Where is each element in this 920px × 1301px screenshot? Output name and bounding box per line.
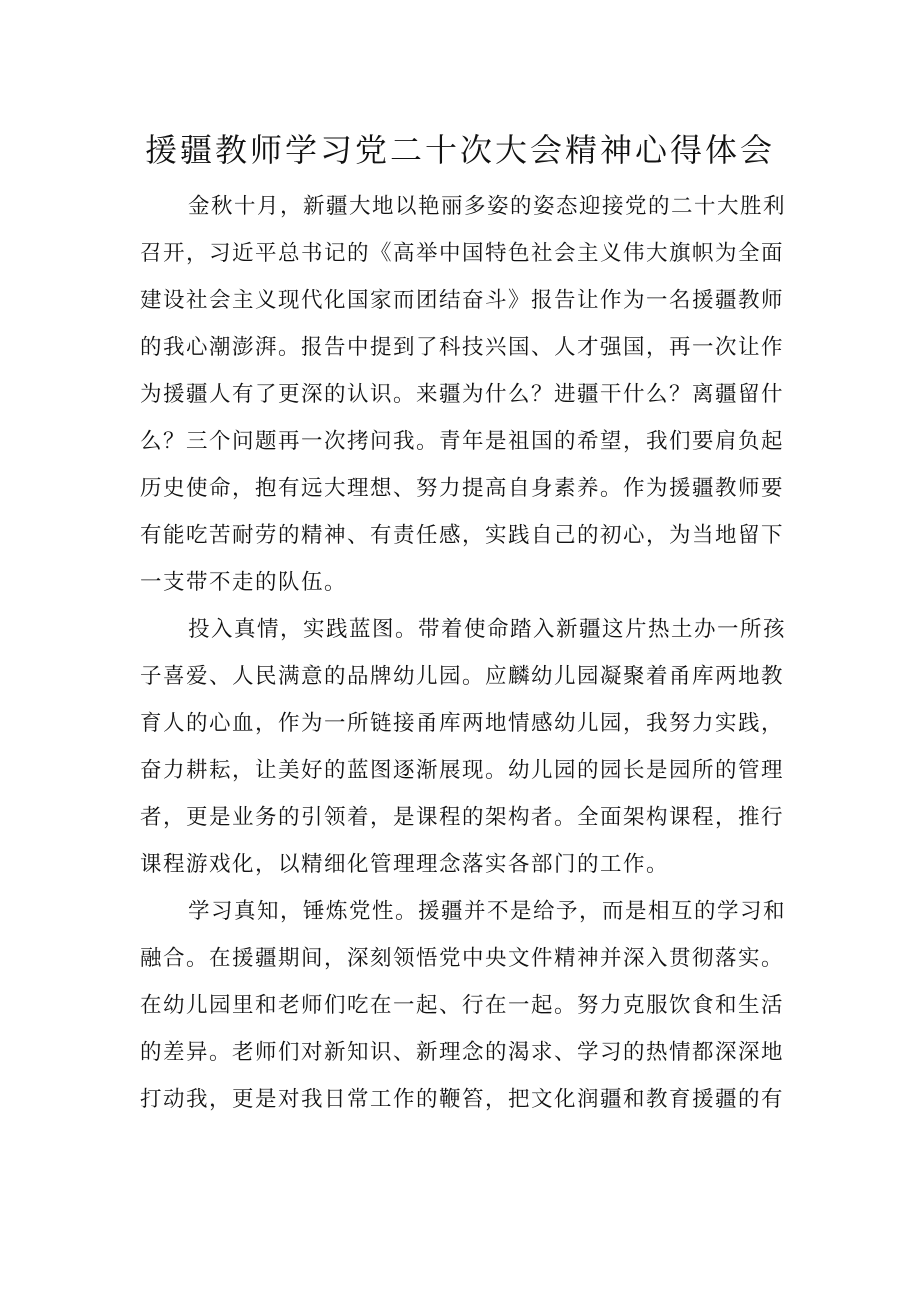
paragraph-2-line: 育人的心血，作为一所链接甬库两地情感幼儿园，我努力实践，	[140, 711, 785, 736]
paragraph-3-line: 融合。在援疆期间，深刻领悟党中央文件精神并深入贯彻落实。	[140, 946, 785, 971]
paragraph-1-line: 金秋十月，新疆大地以艳丽多姿的姿态迎接党的二十大胜利	[188, 194, 787, 219]
paragraph-1-line: 么？三个问题再一次拷问我。青年是祖国的希望，我们要肩负起	[140, 429, 785, 454]
paragraph-3-line: 的差异。老师们对新知识、新理念的渴求、学习的热情都深深地	[140, 1040, 785, 1065]
paragraph-1-line: 有能吃苦耐劳的精神、有责任感，实践自己的初心，为当地留下	[140, 523, 785, 548]
paragraph-1-line: 历史使命，抱有远大理想、努力提高自身素养。作为援疆教师要	[140, 476, 785, 501]
paragraph-2-line: 投入真情，实践蓝图。带着使命踏入新疆这片热土办一所孩	[188, 617, 787, 642]
paragraph-2-line: 课程游戏化，以精细化管理理念落实各部门的工作。	[140, 852, 670, 877]
document-title: 援疆教师学习党二十次大会精神心得体会	[144, 131, 775, 169]
paragraph-1-line: 的我心潮澎湃。报告中提到了科技兴国、人才强国，再一次让作	[140, 335, 785, 360]
paragraph-1-line: 一支带不走的队伍。	[140, 570, 348, 595]
paragraph-3-line: 在幼儿园里和老师们吃在一起、行在一起。努力克服饮食和生活	[140, 993, 785, 1018]
paragraph-2-line: 子喜爱、人民满意的品牌幼儿园。应麟幼儿园凝聚着甬库两地教	[140, 664, 785, 689]
paragraph-2-line: 者，更是业务的引领着，是课程的架构者。全面架构课程，推行	[140, 805, 785, 830]
paragraph-3-line: 学习真知，锤炼党性。援疆并不是给予，而是相互的学习和	[188, 899, 787, 924]
paragraph-1-line: 为援疆人有了更深的认识。来疆为什么？进疆干什么？离疆留什	[140, 382, 785, 407]
paragraph-2-line: 奋力耕耘，让美好的蓝图逐渐展现。幼儿园的园长是园所的管理	[140, 758, 785, 783]
paragraph-1-line: 建设社会主义现代化国家而团结奋斗》报告让作为一名援疆教师	[140, 288, 785, 313]
paragraph-1-line: 召开，习近平总书记的《高举中国特色社会主义伟大旗帜为全面	[140, 241, 785, 266]
document-body	[140, 183, 800, 1123]
paragraph-3-line: 打动我，更是对我日常工作的鞭笞，把文化润疆和教育援疆的有	[140, 1087, 785, 1112]
